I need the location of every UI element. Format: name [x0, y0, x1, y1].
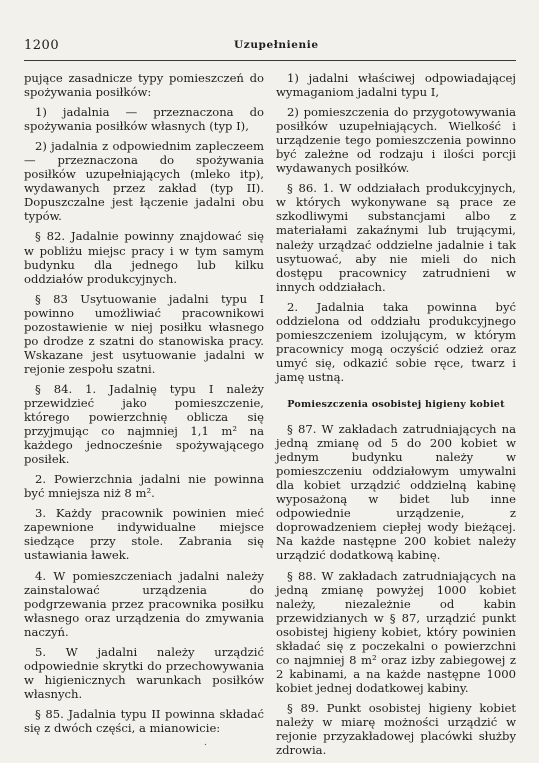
- right-paragraph: 2. Jadalnia taka powinna być oddzielona od oddziału produkcyjnego pomieszczeniem izolującym, w którym pracownicy mogą oczyścić odzież oraz umyć się, odkazić sobie ręce, twarz i jamę ustną.: [276, 299, 516, 384]
- right-paragraph: 2) pomieszczenia do przygotowywania posiłków uzupełniających. Wielkość i urządzenie tego pomieszczenia powinno być zależne od rodzaju i ilości porcji wydawanych posiłków.: [276, 105, 516, 176]
- page-number: 1200: [24, 38, 60, 53]
- left-paragraph: § 84. 1. Jadalnię typu I należy przewidzieć jako pomieszczenie, którego powierzchnię oblicza się przyjmując co najmniej 1,1 m² na każdego jednocześnie spożywającego posiłek.: [24, 381, 264, 467]
- left-column: [24, 71, 264, 741]
- left-paragraph: 4. W pomieszczeniach jadalni należy zainstalować urządzenia do podgrzewania przez pracownika posiłku własnego oraz urządzenia do zmywania naczyń.: [24, 568, 264, 639]
- right-paragraph: § 86. 1. W oddziałach produkcyjnych, w których wykonywane są prace ze szkodliwymi substancjami albo z materiałami zakaźnymi lub trującymi, należy urządzać oddzielne jadalnie i tak usytuować, aby nie mieli do nich dostępu pracownicy zatrudnieni w innych oddziałach.: [276, 181, 516, 294]
- right-paragraph: § 88. W zakładach zatrudniających na jedną zmianę powyżej 1000 kobiet należy, niezależnie od kabin przewidzianych w § 87, urządzić punkt osobistej higieny kobiet, który powinien składać się z poczekalni o powierzchni co najmniej 8 m² oraz izby zabiegowej z 2 kabinami, a na każde następne 1000 kobiet jednej dodatkowej kabiny.: [276, 568, 516, 695]
- left-paragraph: 2. Powierzchnia jadalni nie powinna być mniejsza niż 8 m².: [24, 472, 264, 501]
- left-paragraph: pujące zasadnicze typy pomieszczeń do spożywania posiłków:: [24, 71, 264, 100]
- running-head: Uzupełnienie: [234, 39, 319, 51]
- left-paragraph: § 85. Jadalnia typu II powinna składać się z dwóch części, a mianowicie:: [24, 706, 264, 735]
- right-paragraph: § 87. W zakładach zatrudniających na jedną zmianę od 5 do 200 kobiet w jednym budynku należy w pomieszczeniu oddziałowym umywalni dla kobiet urządzić oddzielną kabinę wyposażoną w bidet lub inne odpowiednie urządzenie, z doprowadzeniem ciepłej wody bieżącej. Na każde następne 200 kobiet należy urządzić dodatkową kabinę.: [276, 422, 516, 563]
- right-column: [276, 71, 516, 763]
- header-rule: [24, 60, 516, 61]
- left-paragraph: § 82. Jadalnie powinny znajdować się w pobliżu miejsc pracy i w tym samym budynku dla jednego lub kilku oddziałów produkcyjnych.: [24, 229, 264, 286]
- page-header: [24, 38, 516, 56]
- right-paragraph: § 89. Punkt osobistej higieny kobiet należy w miarę możności urządzić w rejonie przyzakładowej placówki służby zdrowia.: [276, 700, 516, 758]
- left-paragraph: 2) jadalnia z odpowiednim zapleczeem — przeznaczona do spożywania posiłków uzupełniających (mleko itp), wydawanych przez zakład (typ II). Dopuszczalne jest łączenie jadalni obu typów.: [24, 139, 264, 224]
- footer-mark: .: [204, 738, 207, 748]
- left-paragraph: § 83 Usytuowanie jadalni typu I powinno umożliwiać pracownikowi pozostawienie w niej posiłku własnego po drodze z szatni do stanowiska pracy. Wskazane jest usytuowanie jadalni w rejonie zespołu szatni.: [24, 291, 264, 376]
- left-paragraph: 1) jadalnia — przeznaczona do spożywania posiłków własnych (typ I),: [24, 105, 264, 134]
- left-paragraph: 5. W jadalni należy urządzić odpowiednie skrytki do przechowywania w higienicznych warunkach posiłków własnych.: [24, 644, 264, 701]
- right-paragraph: 1) jadalni właściwej odpowiadającej wymaganiom jadalni typu I,: [276, 71, 516, 100]
- left-paragraph: 3. Każdy pracownik powinien mieć zapewnione indywidualne miejsce siedzące przy stole. Zabrania się ustawiania ławek.: [24, 506, 264, 563]
- section-heading: Pomieszczenia osobistej higieny kobiet: [287, 398, 505, 410]
